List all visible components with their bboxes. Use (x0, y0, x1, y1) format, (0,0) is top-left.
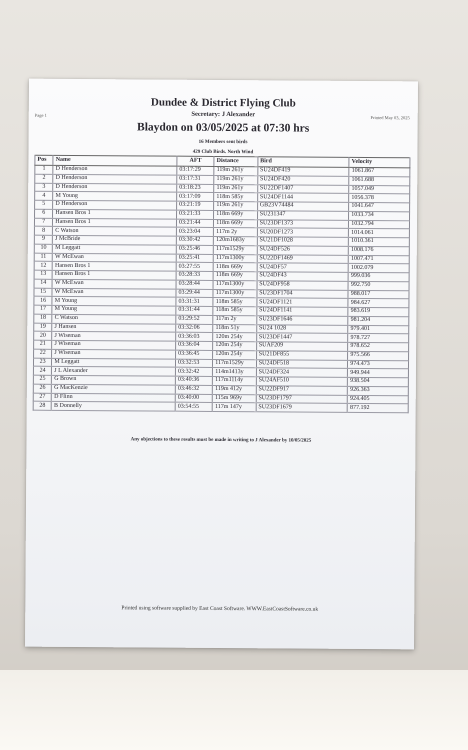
cell-distance: 119m 261y (214, 201, 257, 210)
cell-bird: SU22DF1407 (257, 184, 349, 193)
cell-aft: 03:40:36 (175, 376, 212, 385)
cell-velocity: 1041.647 (349, 202, 410, 211)
cell-velocity: 1057.049 (349, 185, 410, 194)
cell-bird: SU24 1028 (256, 324, 348, 333)
cell-name: D Flinn (52, 393, 176, 403)
cell-aft: 03:32:06 (176, 324, 213, 333)
cell-bird: GB23V74484 (257, 202, 349, 211)
cell-bird: SU24DF57 (257, 263, 349, 272)
secretary-line: Secretary: J Alexander (191, 110, 256, 119)
cell-velocity: 984.627 (348, 299, 409, 308)
cell-aft: 03:31:44 (176, 306, 213, 315)
cell-aft: 03:46:32 (175, 385, 212, 394)
cell-velocity: 975.566 (348, 351, 409, 360)
header-distance: Distance (214, 156, 258, 166)
cell-pos: 15 (34, 288, 52, 297)
cell-pos: 17 (34, 305, 52, 314)
cell-pos: 21 (34, 340, 52, 349)
cell-velocity: 1056.378 (349, 194, 410, 203)
cell-distance: 114m1413y (213, 368, 256, 377)
cell-pos: 25 (33, 375, 51, 384)
cell-distance: 120m 254y (213, 333, 256, 342)
cell-distance: 117m1529y (214, 245, 257, 254)
cell-aft: 03:30:42 (176, 236, 213, 245)
cell-pos: 20 (34, 331, 52, 340)
cell-pos: 10 (34, 244, 52, 253)
cell-name: M Young (52, 297, 176, 307)
header-aft: AFT (177, 156, 214, 166)
cell-name: J L Alexander (52, 367, 176, 377)
cell-distance: 118m 585y (214, 193, 257, 202)
cell-name: D Henderson (53, 200, 177, 210)
cell-pos: 8 (34, 226, 52, 235)
cell-velocity: 1002.079 (348, 264, 409, 273)
cell-name: J McBride (53, 235, 177, 245)
cell-distance: 117m1300y (213, 254, 256, 263)
cell-aft: 03:21:19 (177, 201, 214, 210)
cell-pos: 13 (34, 270, 52, 279)
cell-name: Hansen Bros 1 (53, 218, 177, 228)
cell-pos: 12 (34, 261, 52, 270)
cell-bird: SU23DF1646 (256, 315, 348, 324)
cell-bird: SU22DF917 (256, 385, 348, 394)
race-title: Blaydon on 03/05/2025 at 07:30 hrs (136, 121, 310, 135)
cell-bird: SU24DF43 (257, 272, 349, 281)
cell-distance: 120m 254y (213, 341, 256, 350)
cell-pos: 2 (35, 174, 53, 183)
cell-name: M Young (52, 305, 176, 315)
cell-aft: 03:17:09 (177, 192, 214, 201)
cell-pos: 4 (35, 191, 53, 200)
cell-aft: 03:54:55 (175, 402, 212, 411)
cell-velocity: 1032.794 (349, 220, 410, 229)
cell-name: Hansen Bros 1 (53, 209, 177, 219)
cell-pos: 7 (34, 218, 52, 227)
cell-bird: SU24AF510 (256, 377, 348, 386)
cell-aft: 03:27:55 (176, 262, 213, 271)
cell-bird: SU24DF324 (256, 368, 348, 377)
cell-velocity: 981.204 (348, 316, 409, 325)
cell-name: J Wiseman (52, 349, 176, 359)
cell-pos: 19 (34, 323, 52, 332)
printed-date: Printed May 03, 2025 (370, 115, 410, 121)
header-bird: Bird (258, 157, 350, 168)
cell-name: J Hansen (52, 323, 176, 333)
cell-aft: 03:25:41 (176, 254, 213, 263)
results-table (33, 155, 411, 414)
cell-bird: SU24DF1144 (257, 193, 349, 202)
cell-name: G Brown (52, 375, 176, 385)
cell-distance: 118m 669y (214, 210, 257, 219)
cell-velocity: 949.944 (348, 369, 409, 378)
cell-velocity: 938.504 (348, 377, 409, 386)
cell-bird: SU23DF1797 (256, 394, 348, 403)
cell-distance: 120m 254y (213, 350, 256, 359)
cell-aft: 03:36:04 (176, 341, 213, 350)
cell-velocity: 1061.688 (349, 176, 410, 185)
cell-velocity: 1010.361 (349, 237, 410, 246)
cell-distance: 117m1300y (213, 280, 256, 289)
cell-bird: SU24DF526 (257, 245, 349, 254)
cell-name: Hansen Bros 1 (52, 270, 176, 280)
cell-aft: 03:21:33 (177, 210, 214, 219)
cell-velocity: 877.192 (347, 404, 408, 413)
objection-notice: Any objections to these results must be made in writing to J Alexander by 10/05/2025 (130, 437, 312, 444)
cell-name: D Henderson (53, 183, 177, 193)
cell-aft: 03:23:04 (176, 227, 213, 236)
cell-aft: 03:31:31 (176, 297, 213, 306)
cell-name: Hansen Bros 1 (52, 262, 176, 272)
cell-velocity: 1061.867 (349, 167, 410, 176)
software-footer: Printed using software supplied by East Coast Software. WWW.EastCoastSoftware.co.uk (121, 605, 319, 613)
cell-bird: SU24DF420 (257, 175, 349, 184)
table-row (33, 401, 408, 412)
header-pos: Pos (35, 155, 53, 165)
cell-velocity: 1007.471 (348, 255, 409, 264)
page-number: Page 1 (34, 112, 47, 118)
cell-aft: 03:36:03 (176, 332, 213, 341)
cell-pos: 6 (35, 209, 53, 218)
cell-bird: SU24DF518 (256, 359, 348, 368)
cell-bird: SU21DF1028 (257, 237, 349, 246)
cell-distance: 119m 261y (214, 175, 257, 184)
cell-distance: 118m 51y (213, 324, 256, 333)
cell-distance: 117m1529y (213, 359, 256, 368)
cell-name: W McEwan (52, 279, 176, 289)
cell-velocity: 999.036 (348, 272, 409, 281)
cell-distance: 120m1683y (214, 236, 257, 245)
cell-aft: 03:25:46 (176, 245, 213, 254)
cell-pos: 28 (33, 401, 51, 410)
cell-aft: 03:32:53 (175, 359, 212, 368)
cell-bird: SU20DF1273 (257, 228, 349, 237)
results-body (33, 165, 410, 413)
cell-distance: 117m1300y (213, 289, 256, 298)
cell-distance: 117m 2y (213, 315, 256, 324)
cell-pos: 27 (33, 393, 51, 402)
cell-velocity: 926.363 (348, 386, 409, 395)
cell-aft: 03:21:44 (176, 219, 213, 228)
cell-pos: 22 (34, 349, 52, 358)
cell-bird: SU23DF1679 (256, 403, 348, 412)
cell-name: M Leggatt (53, 244, 177, 254)
cell-name: C Watson (53, 227, 177, 237)
cell-name: J Wiseman (52, 332, 176, 342)
cell-velocity: 988.017 (348, 290, 409, 299)
cell-distance: 118m 669y (213, 263, 256, 272)
cell-aft: 03:36:45 (176, 350, 213, 359)
cell-distance: 118m 585y (213, 298, 256, 307)
cell-bird: SU21DF855 (256, 350, 348, 359)
cell-aft: 03:29:52 (176, 315, 213, 324)
cell-pos: 9 (34, 235, 52, 244)
cell-pos: 16 (34, 296, 52, 305)
cell-bird: SU24DF1141 (257, 307, 349, 316)
cell-aft: 03:29:44 (176, 289, 213, 298)
cell-distance: 115m 969y (212, 394, 255, 403)
cell-name: W McEwan (53, 253, 177, 263)
cell-distance: 117m 2y (214, 228, 257, 237)
cell-name: J Wiseman (52, 340, 176, 350)
cell-name: M Young (53, 192, 177, 202)
cell-bird: SU24DF419 (258, 167, 350, 176)
cell-aft: 03:32:42 (175, 367, 212, 376)
cell-pos: 11 (34, 253, 52, 262)
cell-bird: SU24DF958 (257, 280, 349, 289)
cell-velocity: 1014.061 (349, 229, 410, 238)
cell-distance: 119m 412y (213, 385, 256, 394)
cell-aft: 03:40:00 (175, 394, 212, 403)
cell-velocity: 983.619 (348, 307, 409, 316)
cell-aft: 03:18:23 (177, 184, 214, 193)
cell-name: M Leggatt (52, 358, 176, 368)
cell-aft: 03:28:33 (176, 271, 213, 280)
cell-name: D Henderson (53, 165, 177, 175)
header-velocity: Velocity (349, 157, 410, 167)
cell-name: W McEwan (52, 288, 176, 298)
cell-pos: 23 (33, 358, 51, 367)
cell-pos: 5 (35, 200, 53, 209)
cell-bird: SU23DF1373 (257, 219, 349, 228)
cell-name: G MacKenzie (52, 384, 176, 394)
cell-aft: 03:28:44 (176, 280, 213, 289)
cell-pos: 18 (34, 314, 52, 323)
cell-velocity: 924.405 (347, 395, 408, 404)
cell-velocity: 978.727 (348, 334, 409, 343)
cell-aft: 03:17:29 (177, 166, 214, 175)
cell-name: D Henderson (53, 174, 177, 184)
cell-distance: 118m 669y (214, 219, 257, 228)
cell-name: B Donnelly (51, 402, 175, 412)
cell-velocity: 979.401 (348, 325, 409, 334)
cell-distance: 118m 669y (213, 271, 256, 280)
cell-aft: 03:17:31 (177, 175, 214, 184)
cell-name: C Watson (52, 314, 176, 324)
cell-velocity: 992.750 (348, 281, 409, 290)
cell-velocity: 974.473 (348, 360, 409, 369)
members-line: 16 Members sent birds (198, 139, 248, 146)
cell-bird: SU22DF1469 (257, 254, 349, 263)
cell-velocity: 1033.734 (349, 211, 410, 220)
desk-surface (0, 670, 468, 750)
cell-pos: 14 (34, 279, 52, 288)
birds-line: 429 Club Birds. North Wind (192, 149, 254, 156)
cell-bird: SU23DF1704 (257, 289, 349, 298)
cell-velocity: 1008.176 (349, 246, 410, 255)
cell-pos: 26 (33, 384, 51, 393)
cell-pos: 3 (35, 183, 53, 192)
cell-bird: SU24DF1121 (257, 298, 349, 307)
cell-distance: 117m 147y (212, 403, 255, 412)
cell-velocity: 978.652 (348, 342, 409, 351)
cell-bird: SU23DF1447 (256, 333, 348, 342)
cell-pos: 24 (33, 366, 51, 375)
cell-bird: SU231347 (257, 210, 349, 219)
club-name: Dundee & District Flying Club (150, 96, 296, 110)
header-name: Name (53, 155, 177, 166)
cell-distance: 119m 261y (214, 184, 257, 193)
cell-bird: SUAF209 (256, 342, 348, 351)
cell-pos: 1 (35, 165, 53, 174)
cell-distance: 118m 585y (213, 306, 256, 315)
cell-distance: 119m 261y (214, 166, 257, 175)
results-sheet (25, 79, 418, 650)
cell-distance: 117m1114y (213, 376, 256, 385)
